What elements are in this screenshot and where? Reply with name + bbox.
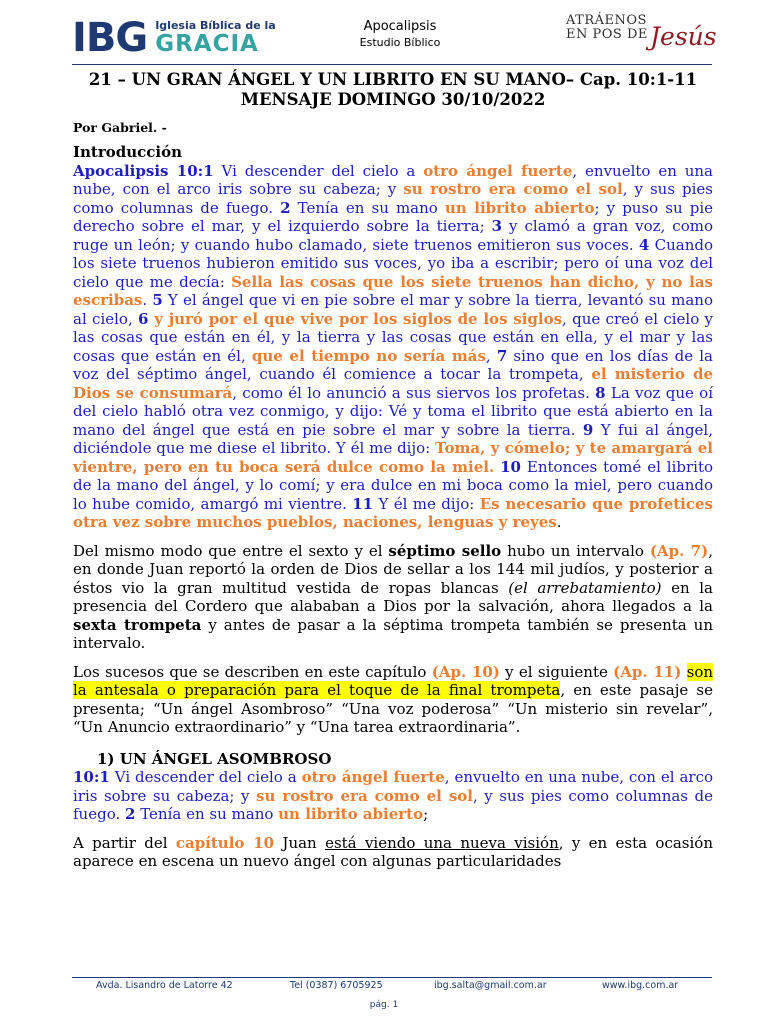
paragraph-interval: Del mismo modo que entre el sexto y el séptimo sello hubo un intervalo (Ap. 7), en donde Juan reportó la orden de Dios de sellar a los 144 mil judíos, y posterior a éstos vio la gran multitud vestida de ropas blancas (el arrebatamiento) en la presencia del Cordero que alababan a Dios por la salvación, ahora llegados a la sexta trompeta y antes de pasar a la séptima trompeta también se presenta un intervalo. [73,541,713,652]
paragraph-events: Los sucesos que se describen en este capítulo (Ap. 10) y el siguiente (Ap. 11) son la antesala o preparación para el toque de la final trompeta, en este pasaje se presenta; “Un ángel Asombroso” “Una voz poderosa” “Un misterio sin revelar”, “Un Anuncio extraordinario” y “Una tarea extraordinaria”. [73,662,714,736]
page-number: pág. 1 [369,1000,399,1010]
highlighted-text: son la antesala o preparación para el toque de la final trompeta [73,662,714,699]
brand-line-1: ATRÁENOS [566,13,647,28]
author-byline: Por Gabriel. - [73,120,167,135]
document-title: Apocalipsis [363,19,437,34]
page-content [73,70,713,871]
document-heading [330,18,470,51]
title-line-1: 21 – UN GRAN ÁNGEL Y UN LIBRITO EN SU MANO– Cap. 10:1-11 [88,70,698,89]
footer-divider [72,977,712,978]
page-title [73,70,713,110]
footer-email[interactable]: ibg.salta@gmail.com.ar [434,980,547,991]
section-heading-1: 1) UN ÁNGEL ASOMBROSO [97,749,332,768]
footer-website[interactable]: www.ibg.com.ar [602,980,679,991]
logo-gracia-text: GRACIA [155,31,259,57]
logo-church-name: Iglesia Bíblica de la [155,19,276,32]
brand-line-2: EN POS DE [566,27,648,42]
document-subtitle: Estudio Bíblico [359,36,441,49]
brand-logo [566,14,716,54]
page-header [0,0,768,66]
intro-heading: Introducción [73,143,183,161]
ibg-logo [72,16,276,60]
title-line-2: MENSAJE DOMINGO 30/10/2022 [240,90,546,109]
logo-ibg-text: IBG [72,15,148,61]
footer-phone: Tel (0387) 6705925 [290,980,383,991]
paragraph-new-vision: A partir del capítulo 10 Juan está viendo una nueva visión, y en esta ocasión aparece en escena un nuevo ángel con algunas particularidades [73,833,713,870]
intro-scripture: Apocalipsis 10:1 Vi descender del cielo a otro ángel fuerte, envuelto en una nube, con el arco iris sobre su cabeza; y su rostro era como el sol, y sus pies como columnas de fuego. 2 Tenía en su mano un librito abierto; y puso su pie derecho sobre el mar, y el izquierdo sobre la tierra; 3 y clamó a gran voz, como ruge un león; y cuando hubo clamado, siete truenos emitieron sus voces. 4 Cuando los siete truenos hubieron emitido sus voces, yo iba a escribir; pero oí una voz del cielo que me decía: Sella las cosas que los siete truenos han dicho, y no las escribas. 5 Y el ángel que vi en pie sobre el mar y sobre la tierra, levantó su mano al cielo, 6 y juró por el que vive por los siglos de los siglos, que creó el cielo y las cosas que están en él, y la tierra y las cosas que están en ella, y el mar y las cosas que están en él, que el tiempo no sería más, 7 sino que en los días de la voz del séptimo ángel, cuando él comience a tocar la trompeta, el misterio de Dios se consumará, como él lo anunció a sus siervos los profetas. 8 La voz que oí del cielo habló otra vez conmigo, y dijo: Vé y toma el librito que está abierto en la mano del ángel que está en pie sobre el mar y sobre la tierra. 9 Y fui al ángel, diciéndole que me diese el librito. Y él me dijo: Toma, y cómelo; y te amargará el vientre, pero en tu boca será dulce como la miel. 10 Entonces tomé el librito de la mano del ángel, y lo comí; y era dulce en mi boca como la miel, pero cuando lo hube comido, amargó mi vientre. 11 Y él me dijo: Es necesario que profetices otra vez sobre muchos pueblos, naciones, lenguas y reyes. [73,161,714,531]
brand-script: Jesús [650,22,717,51]
section-1-scripture: 10:1 Vi descender del cielo a otro ángel fuerte, envuelto en una nube, con el arco iris sobre su cabeza; y su rostro era como el sol, y sus pies como columnas de fuego. 2 Tenía en su mano un librito abierto; [73,768,713,823]
header-divider [72,64,712,65]
footer-address: Avda. Lisandro de Latorre 42 [96,980,233,991]
